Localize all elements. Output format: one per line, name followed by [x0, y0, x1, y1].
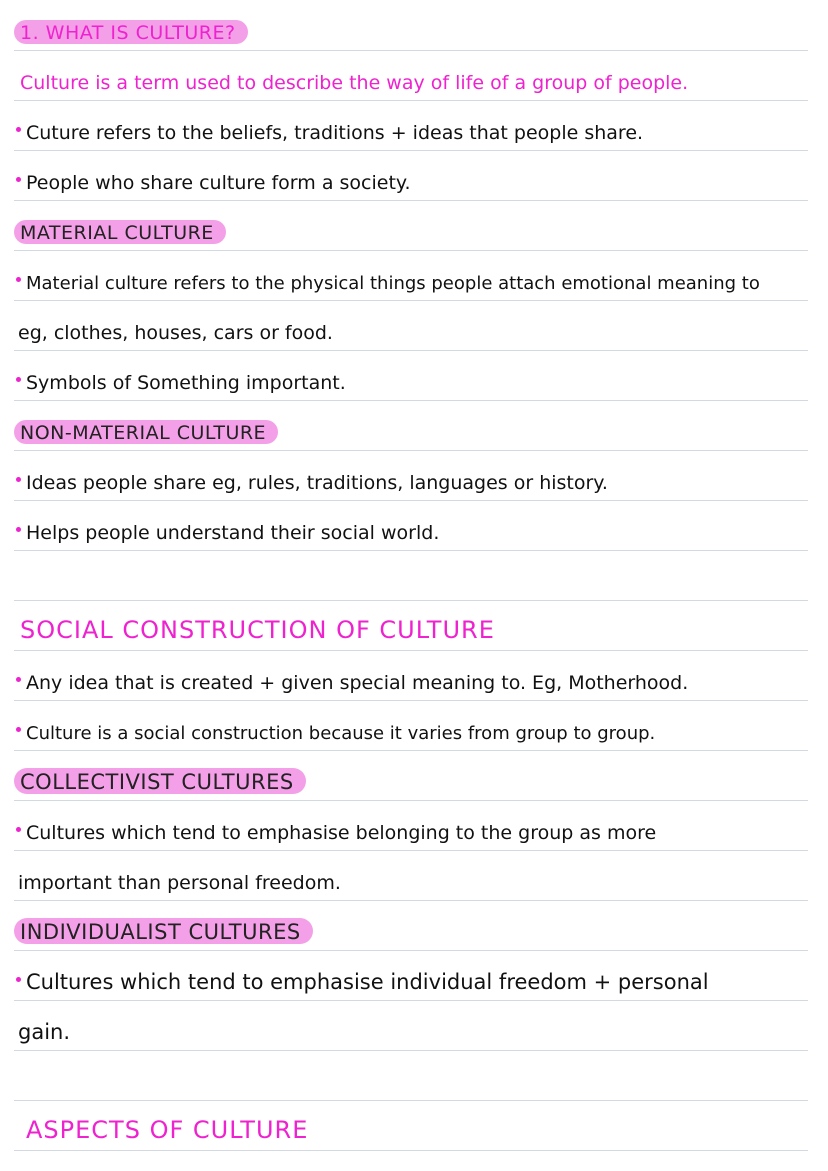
ruled-line — [14, 1050, 808, 1051]
list-item: Symbols of Something important. — [14, 350, 808, 400]
heading-what-is-culture — [14, 0, 808, 50]
bullet-icon — [16, 727, 21, 732]
list-item: Ideas people share eg, rules, traditions, languages or history. — [14, 450, 808, 500]
list-item-continuation: gain. — [18, 1020, 71, 1044]
list-item: Culture is a social construction because it varies from group to group. — [14, 700, 808, 750]
list-item: Any idea that is created + given special meaning to. Eg, Motherhood. — [14, 650, 808, 700]
heading-non-material-culture: NON-MATERIAL CULTURE — [14, 400, 808, 450]
list-item: Cultures which tend to emphasise individual freedom + personal — [14, 950, 808, 1000]
heading-social-construction: SOCIAL CONSTRUCTION OF CULTURE — [20, 616, 495, 644]
bullet-icon — [16, 377, 21, 382]
bullet-icon — [16, 477, 21, 482]
list-item-continuation: important than personal freedom. — [18, 872, 341, 894]
bullet-icon — [16, 677, 21, 682]
list-item-continuation: eg, clothes, houses, cars or food. — [18, 322, 333, 344]
list-item: Material culture refers to the physical things people attach emotional meaning to — [14, 250, 808, 300]
heading-material-culture: MATERIAL CULTURE — [14, 200, 808, 250]
heading-aspects: ASPECTS OF CULTURE — [26, 1116, 309, 1144]
bullet-icon — [16, 827, 21, 832]
list-item: Cultures which tend to emphasise belonging to the group as more — [14, 800, 808, 850]
bullet-icon — [16, 177, 21, 182]
definition-line: Culture is a term used to describe the way of life of a group of people. — [20, 72, 689, 94]
ruled-line — [14, 550, 808, 551]
list-item: People who share culture form a society. — [14, 150, 808, 200]
list-item: Helps people understand their social world. — [14, 500, 808, 550]
bullet-icon — [16, 527, 21, 532]
bullet-icon — [16, 127, 21, 132]
heading-collectivist: COLLECTIVIST CULTURES — [14, 750, 808, 800]
bullet-icon — [16, 977, 21, 982]
list-item: Cuture refers to the beliefs, traditions + ideas that people share. — [14, 100, 808, 150]
heading-individualist: INDIVIDUALIST CULTURES — [14, 900, 808, 950]
ruled-line — [14, 1150, 808, 1151]
highlighted-heading: 1. WHAT IS CULTURE? — [14, 20, 248, 44]
bullet-icon — [16, 277, 21, 282]
